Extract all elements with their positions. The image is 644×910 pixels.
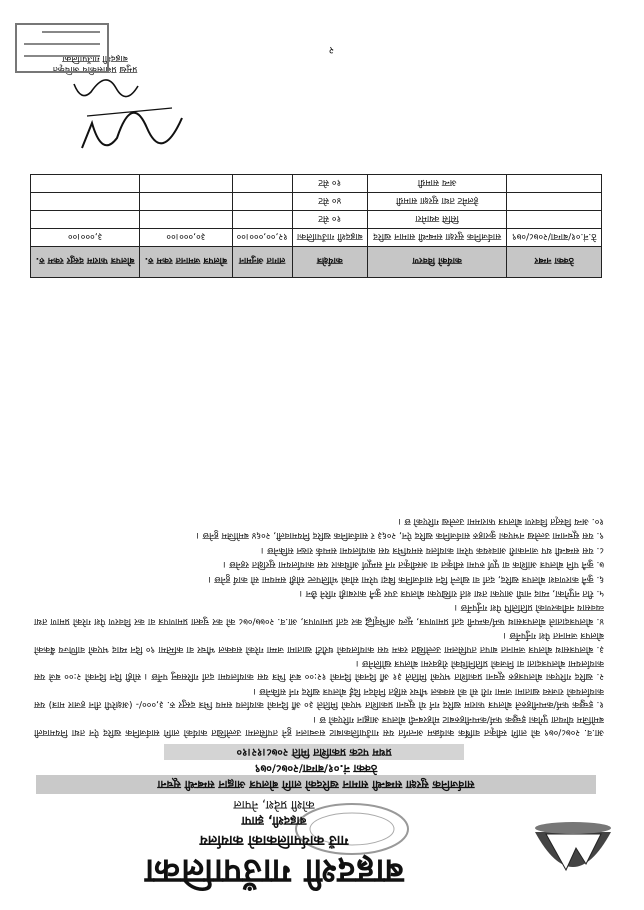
table-cell: १० सेट	[292, 175, 367, 193]
table-cell: ठे.नं.०१/बाग्वा/२०७८/०७९	[507, 229, 602, 247]
signatory-title: प्रमुख प्रशासकीय अधिकृत	[52, 64, 138, 74]
table-row	[31, 211, 602, 229]
clause-paragraph: १०. अन्य विस्तृत विवरण बोलपत्र फाराममा उल्लेख गरिएको छ ।	[398, 515, 604, 526]
initials-icon	[66, 74, 146, 110]
table-cell	[507, 211, 602, 229]
table-cell	[232, 175, 292, 193]
table-cell: १२,००,०००।००	[232, 229, 292, 247]
clause-paragraph: ३. बोलपत्रसाथ बोलपत्र जमानत बापत तपसिलमा उल्लेखित रकम यस कार्यालयको धरौटी खातामा जम्मा गरेको सक्कल भौचर वा कम्तिमा ९० दिन म्याद भएको वाणिज्य बैंकको बोलपत्र जमानत पेश गर्नुपर्नेछ ।	[34, 630, 604, 654]
notice-number: ठेक्का नं.०१/बाग्वा/२०७८/०७९	[254, 762, 378, 775]
column-header: कार्यको विवरण	[367, 247, 507, 278]
table-cell	[31, 175, 140, 193]
column-header: लागत अनुमान	[232, 247, 292, 278]
office-location: बाह्रदशी, झापा	[241, 814, 307, 828]
page-title: बाह्रदशी गाउँपालिका	[144, 851, 404, 891]
column-header: ठेक्का नम्बर	[507, 247, 602, 278]
table-row	[31, 193, 602, 211]
table-cell: सार्वजनिक सुरक्षा सम्बन्धी सामान खरिद	[367, 229, 507, 247]
table-cell: ३०,०००।००	[140, 229, 232, 247]
clause-paragraph: ६. कुनै कारणवश बोलपत्र खरिद, दर्ता वा खोल्ने दिन सार्वजनिक बिदा परेमा सोको भोलिपल्ट सोही समयमा सो कार्य हुनेछ ।	[208, 573, 604, 584]
table-cell: १० सेट	[292, 211, 367, 229]
clause-paragraph: ४. बोलपत्रदाताले बोलपत्रसाथ फर्म/कम्पनी दर्ता प्रमाणपत्र, मूल्य अभिवृद्धि कर दर्ता प्रमाणपत्र, आ.व. २०७७/०७८ को कर चुक्ता प्रमाणपत्र वा कर विवरण पेश गरेको प्रमाण तथा व्यवसाय नवीकरणको प्रतिलिपि पेश गर्नुपर्नेछ ।	[34, 602, 604, 626]
province-name: कोशी प्रदेश, नेपाल	[233, 798, 315, 812]
table-cell	[31, 193, 140, 211]
table-cell: ४० सेट	[292, 193, 367, 211]
table-cell	[232, 211, 292, 229]
table-cell: ३,०००।००	[31, 229, 140, 247]
clause-paragraph: ५. रीत नपुगेका, म्याद नाघी आएका तथा शर्त राखिएका बोलपत्र उपर कुनै कारबाही गरिने छैन ।	[299, 587, 604, 598]
table-cell	[140, 175, 232, 193]
notice-date: प्रथम पटक प्रकाशित मिति २०७८।१२।१०	[164, 744, 464, 760]
column-header: बोलपत्र जमानत रकम रु.	[140, 247, 232, 278]
table-cell	[140, 211, 232, 229]
table-cell	[507, 193, 602, 211]
clause-paragraph: ८. यस सम्बन्धी थप जानकारी आवश्यक परेमा कार्यालय समयभित्र यस कार्यालयमा सम्पर्क राख्न सकिनेछ ।	[260, 544, 604, 555]
column-header: बोलपत्र फाराम दस्तुर रकम रु.	[31, 247, 140, 278]
office-stamp-icon	[12, 18, 112, 78]
table-cell: सिसि क्यामेरा	[367, 211, 507, 229]
clause-paragraph: २. खरिद गरिएका बोलपत्रहरु सूचना प्रकाशित भएको मितिले ३१ औं दिनको दिनको १२:०० बजे भित्र यस कार्यालयमा दर्ता गरिसक्नु पर्नेछ । सोही दिन दिनको २:०० बजे यस कार्यालयमा बोलपत्रदाता वा निजको प्रतिनिधिको रोहवरमा बोलपत्र खोलिनेछ ।	[34, 657, 604, 682]
tender-table	[30, 174, 602, 278]
table-cell	[507, 175, 602, 193]
table-cell: अन्य सामग्री	[367, 175, 507, 193]
table-cell: हेलमेट तथा सुरक्षा सामग्री	[367, 193, 507, 211]
emblem-icon	[530, 820, 616, 892]
notice-body	[34, 513, 604, 739]
notice-title: सार्वजनिक सुरक्षा सम्बन्धी सामान खरिदको लागि बोलपत्र आह्वान सम्बन्धी सूचना	[36, 775, 596, 794]
page-number: २	[328, 44, 334, 55]
table-row	[31, 229, 602, 247]
office-name: गाउँ कार्यपालिकाको कार्यालय	[199, 832, 349, 848]
table-cell: बाह्रदशी गाउँपालिका	[292, 229, 367, 247]
table-cell	[140, 193, 232, 211]
table-header-row	[31, 247, 602, 278]
signatory-office: बाह्रदशी गाउँपालिका	[62, 53, 128, 63]
clause-paragraph: ९. यस सूचनामा उल्लेख नभएका कुराहरु सार्वजनिक खरिद ऐन, २०६३ र सार्वजनिक खरिद नियमावली, २०६४ बमोजिम हुनेछ ।	[196, 530, 604, 541]
table-cell	[31, 211, 140, 229]
table-cell	[232, 193, 292, 211]
intro-paragraph: आ.व. २०७८/०७९ को लागि स्वीकृत वार्षिक कार्यक्रम अन्तर्गत यस गाउँपालिकाबाट सञ्चालन हुने तपसिलमा उल्लेखित कार्यको लागि सार्वजनिक खरिद ऐन तथा नियमावली बमोजिम योग्यता पुगेका इच्छुक फर्म/कम्पनीहरुबाट मोहरबन्दी बोलपत्र आह्वान गरिएको छ ।	[34, 713, 604, 737]
table-row	[31, 175, 602, 193]
clause-paragraph: १. इच्छुक फर्म/कम्पनीहरुले बोलपत्र फाराम खरिद गर्न यो सूचना प्रकाशित भएको मितिले ३० औं दिनको कार्यालय समय भित्र दस्तुर रु. ३,०००/- (अक्षरेपी तीन हजार मात्र) यस कार्यालयको राजस्व खातामा जम्मा गरी सो को सक्कल भौचर सहित निवेदन दिई बोलपत्र खरिद गर्न सकिनेछ ।	[34, 685, 604, 710]
column-header: कार्यक्षेत्र	[292, 247, 367, 278]
clause-paragraph: ७. कुनै पनि बोलपत्र आंशिक वा पूर्ण रुपमा स्वीकृत वा अस्वीकृत गर्ने सम्पूर्ण अधिकार यस कार्यालयमा सुरक्षित रहनेछ ।	[222, 559, 604, 570]
